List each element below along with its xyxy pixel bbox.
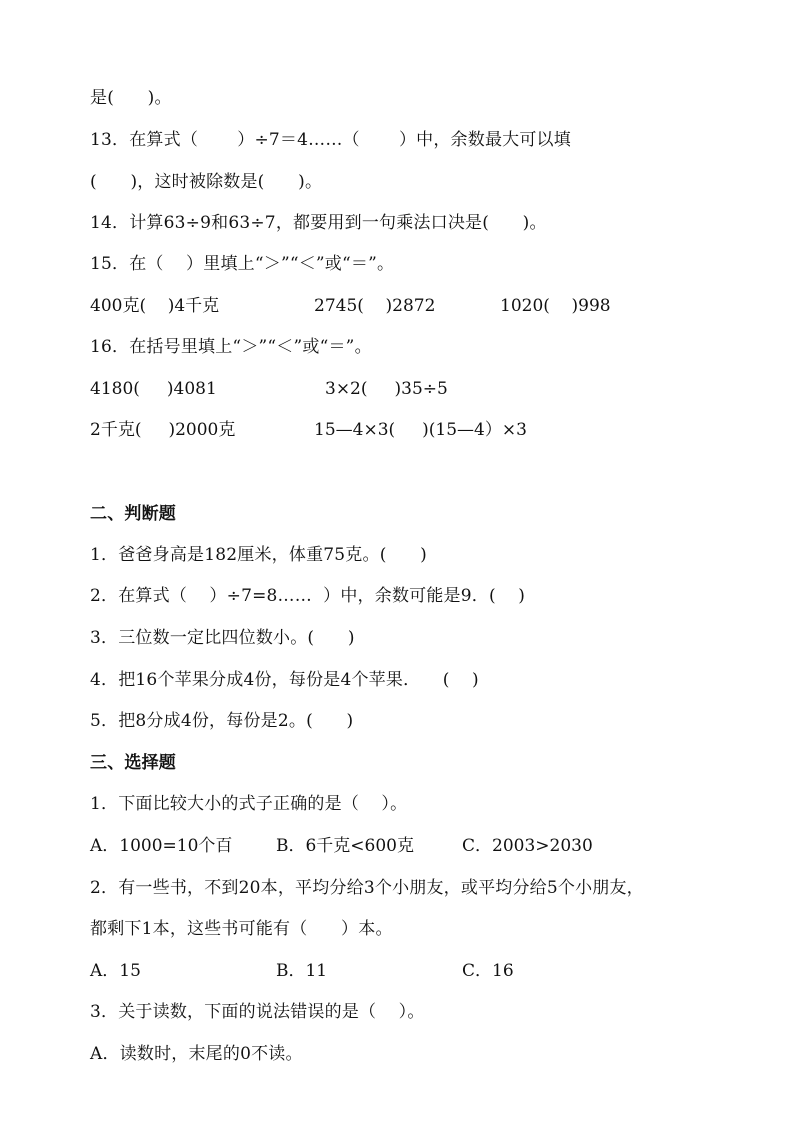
choice-q2-option-b: B．11: [276, 961, 328, 981]
q16-comparisons-row-2: [0, 418, 794, 442]
q16-comparisons-row-1: [0, 377, 794, 401]
choice-q2-options: [0, 959, 794, 983]
q16-compare-4: 15—4×3( )(15—4）×3: [314, 420, 527, 440]
judge-q4: 4．把16个苹果分成4份，每份是4个苹果． ( ): [90, 670, 479, 690]
q15-comparisons-row: [0, 294, 794, 318]
choice-q1-option-a: A．1000=10个百: [90, 836, 233, 856]
q15-compare-1: 400克( )4千克: [90, 296, 220, 316]
judge-q2: 2．在算式（ ）÷7=8…… ）中，余数可能是9．( ): [90, 586, 526, 606]
section-2-heading: 二、判断题: [90, 504, 176, 524]
judge-q1: 1．爸爸身高是182厘米，体重75克。( ): [90, 545, 427, 565]
q14-text: 14．计算63÷9和63÷7，都要用到一句乘法口决是( )。: [90, 213, 547, 233]
q16-text: 16．在括号里填上“＞”“＜”或“＝”。: [90, 337, 372, 357]
choice-q2: 2．有一些书，不到20本，平均分给3个小朋友，或平均分给5个小朋友，: [90, 878, 644, 898]
choice-q2-continuation: 都剩下1本，这些书可能有（ ）本。: [90, 919, 393, 939]
q13-continuation: ( )，这时被除数是( )。: [90, 172, 323, 192]
q16-compare-1: 4180( )4081: [90, 379, 217, 399]
choice-q1-options: [0, 834, 794, 858]
choice-q2-option-a: A．15: [90, 961, 141, 981]
judge-q3: 3．三位数一定比四位数小。( ): [90, 628, 355, 648]
q15-compare-2: 2745( )2872: [314, 296, 436, 316]
q13-text: 13．在算式（ ）÷7＝4……（ ）中，余数最大可以填: [90, 130, 571, 150]
choice-q2-option-c: C．16: [462, 961, 514, 981]
q16-compare-3: 2千克( )2000克: [90, 420, 236, 440]
choice-q1-option-b: B．6千克<600克: [276, 836, 415, 856]
choice-q3: 3．关于读数，下面的说法错误的是（ ）。: [90, 1002, 425, 1022]
section-3-heading: 三、选择题: [90, 753, 176, 773]
choice-q1-option-c: C．2003>2030: [462, 836, 593, 856]
choice-q3-option-a: A．读数时，末尾的0不读。: [90, 1044, 303, 1064]
choice-q1: 1．下面比较大小的式子正确的是（ ）。: [90, 794, 408, 814]
q16-compare-2: 3×2( )35÷5: [325, 379, 448, 399]
q15-text: 15．在（ ）里填上“＞”“＜”或“＝”。: [90, 254, 395, 274]
q12-continuation: 是( )。: [90, 88, 172, 108]
judge-q5: 5．把8分成4份，每份是2。( ): [90, 711, 354, 731]
q15-compare-3: 1020( )998: [500, 296, 611, 316]
